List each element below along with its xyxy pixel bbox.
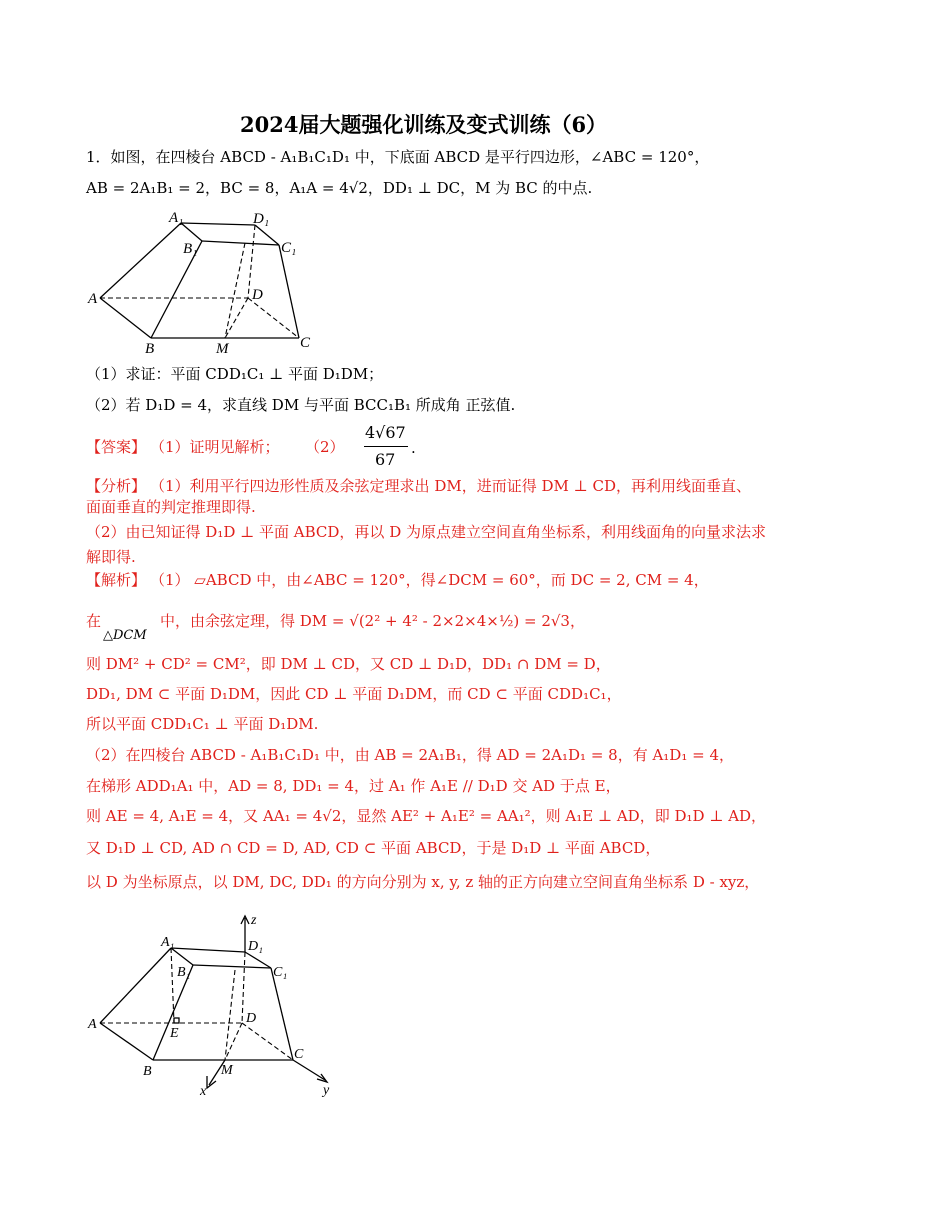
analysis-line-1: （1）利用平行四边形性质及余弦定理求出 DM，进而证得 DM ⊥ CD，再利用线面垂直、	[150, 477, 751, 495]
fig1-label-D: D	[252, 287, 263, 303]
fig2-label-C1: C₁	[273, 965, 288, 980]
solution-label: 【解析】	[86, 571, 147, 589]
answer-tail: .	[411, 439, 416, 457]
fig2-label-C: C	[294, 1047, 304, 1062]
analysis-line-3: （2）由已知证得 D₁D ⊥ 平面 ABCD，再以 D 为原点建立空间直角坐标系，利用线面角的向量求法求	[86, 523, 766, 541]
solution-line-10: 以 D 为坐标原点，以 DM, DC, DD₁ 的方向分别为 x, y, z 轴的正方向建立空间直角坐标系 D - xyz，	[86, 873, 760, 891]
answer-numerator: 4√67	[365, 423, 406, 442]
fig1-label-C1: C₁	[281, 240, 297, 256]
solution-line-4: DD₁, DM ⊂ 平面 D₁DM，因此 CD ⊥ 平面 D₁DM，而 CD ⊂ 平面 CDD₁C₁，	[86, 685, 622, 703]
solution-triangle-dcm: △DCM	[103, 628, 147, 643]
fig2-label-M: M	[221, 1063, 233, 1078]
solution-line-2a: 在	[86, 612, 102, 630]
figure-frustum	[85, 205, 325, 357]
solution-line-1: （1） ▱ABCD 中，由∠ABC = 120°，得∠DCM = 60°，而 DC = 2, CM = 4，	[150, 571, 709, 589]
fig2-label-y: y	[323, 1083, 330, 1098]
fig2-label-D: D	[246, 1011, 257, 1026]
fig2-label-D1: D₁	[248, 939, 263, 954]
fig2-label-z: z	[251, 913, 257, 928]
answer-label: 【答案】	[86, 438, 147, 456]
fig1-label-A: A	[88, 291, 98, 307]
problem-line-2: AB = 2A₁B₁ = 2，BC = 8，A₁A = 4√2，DD₁ ⊥ DC，M 为 BC 的中点.	[86, 179, 593, 197]
page-title: 2024届大题强化训练及变式训练（6）	[240, 112, 608, 137]
solution-line-3: 则 DM² + CD² = CM²，即 DM ⊥ CD，又 CD ⊥ D₁D，DD₁ ∩ DM = D，	[86, 655, 611, 673]
fig1-label-M: M	[216, 341, 229, 357]
answer-part-2: （2）	[305, 438, 345, 456]
solution-line-2c: 中，由余弦定理，得 DM = √(2² + 4² - 2×2×4×½) = 2√3，	[160, 612, 585, 630]
solution-line-8: 则 AE = 4, A₁E = 4，又 AA₁ = 4√2，显然 AE² + A₁E² = AA₁²，则 A₁E ⊥ AD，即 D₁D ⊥ AD，	[86, 807, 767, 825]
answer-denominator: 67	[375, 450, 396, 469]
fig1-label-D1: D₁	[253, 211, 270, 227]
answer-part-1: （1）证明见解析；	[150, 438, 280, 456]
analysis-label: 【分析】	[86, 477, 147, 495]
solution-line-5: 所以平面 CDD₁C₁ ⊥ 平面 D₁DM.	[86, 715, 319, 733]
fig2-label-A: A	[88, 1017, 97, 1032]
fig1-label-B1: B₁	[183, 241, 198, 257]
solution-line-9: 又 D₁D ⊥ CD, AD ∩ CD = D, AD, CD ⊂ 平面 ABCD，于是 D₁D ⊥ 平面 ABCD，	[86, 839, 661, 857]
fig2-label-B1: B₁	[177, 965, 191, 980]
fig1-label-B: B	[145, 341, 155, 357]
question-2: （2）若 D₁D = 4，求直线 DM 与平面 BCC₁B₁ 所成角 正弦值.	[86, 396, 516, 414]
solution-line-7: 在梯形 ADD₁A₁ 中，AD = 8, DD₁ = 4，过 A₁ 作 A₁E // D₁D 交 AD 于点 E，	[86, 777, 621, 795]
problem-line-1: 1．如图，在四棱台 ABCD - A₁B₁C₁D₁ 中，下底面 ABCD 是平行四边形，∠ABC = 120°，	[86, 148, 710, 166]
fig2-label-x: x	[200, 1084, 207, 1099]
fig1-label-C: C	[300, 335, 311, 351]
solution-line-6: （2）在四棱台 ABCD - A₁B₁C₁D₁ 中，由 AB = 2A₁B₁，得 AD = 2A₁D₁ = 8，有 A₁D₁ = 4，	[86, 746, 734, 764]
fig2-label-E: E	[170, 1026, 179, 1041]
question-1: （1）求证：平面 CDD₁C₁ ⊥ 平面 D₁DM；	[86, 365, 384, 383]
fig1-label-A1: A₁	[169, 210, 184, 226]
analysis-line-2: 面面垂直的判定推理即得.	[86, 498, 256, 516]
figure-frustum-coordinates	[85, 910, 340, 1100]
analysis-line-4: 解即得.	[86, 548, 136, 566]
fig2-label-B: B	[143, 1064, 152, 1079]
answer-fraction-bar	[364, 446, 408, 447]
fig2-label-A1: A₁	[161, 935, 175, 950]
